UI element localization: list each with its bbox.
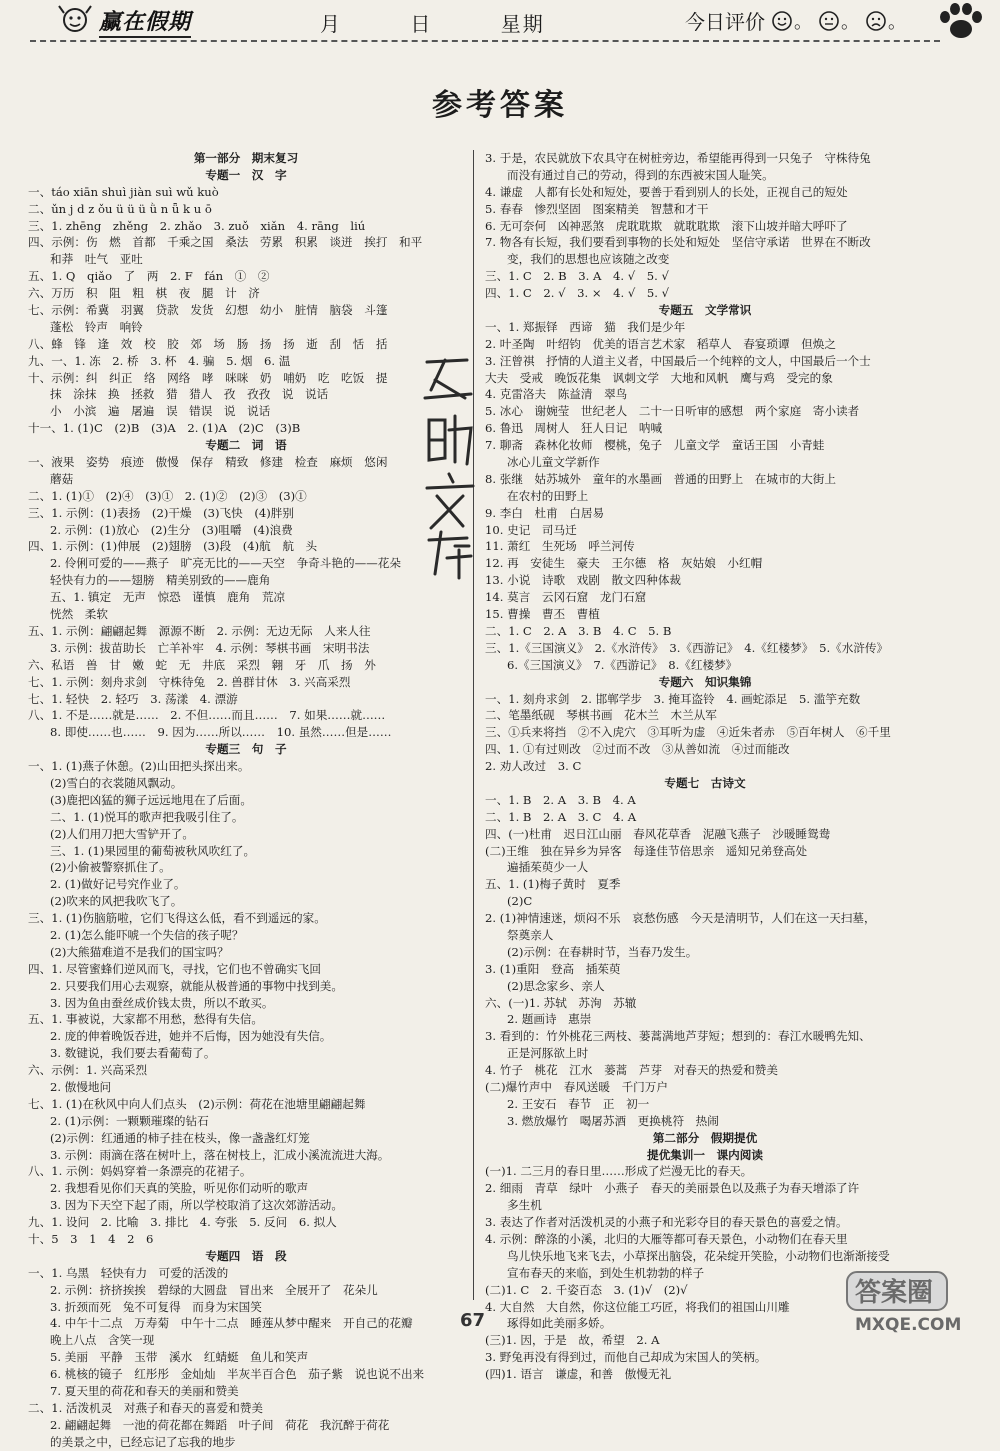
answer-line: 一、液果 姿势 痕迹 傲慢 保存 精致 修建 检查 麻烦 悠闲 — [28, 455, 388, 470]
answer-line: 5. 美丽 平静 玉带 溪水 红蜻蜓 鱼儿和笑声 — [50, 1350, 309, 1365]
answer-line: (2)小偷被警察抓住了。 — [50, 860, 171, 875]
answer-line: (2)示例：在春耕时节，当春乃发生。 — [507, 944, 698, 959]
answer-line: 4. 示例：醉涤的小溪，北归的大雁等都可春天景色，小动物们在春天里 — [485, 1232, 848, 1246]
answer-line: 三、1. (1)伤脑筋啦，它们飞得这么低，看不到遥远的家。 — [28, 911, 326, 926]
answer-line: 2. 叶圣陶 叶绍钧 优美的语言艺术家 稻草人 春宴琐谭 但焕之 — [485, 336, 836, 351]
answer-line: 晚上八点 含笑一现 — [50, 1333, 155, 1348]
answer-line: (2)雪白的衣裳随风飘动。 — [50, 775, 183, 790]
answer-line: 七、1. 示例：刻舟求剑 守株待兔 2. 兽群甘休 3. 兴高采烈 — [28, 674, 351, 689]
answer-line: 轻快有力的——翅膀 精美别致的——鹿角 — [50, 573, 271, 588]
answer-line: 多生机 — [507, 1198, 542, 1213]
watermark-text: 答案圈 — [855, 1278, 934, 1308]
answer-line: (2)吹来的风把我吹飞了。 — [50, 894, 183, 909]
answer-line: 大夫 受戒 晚饭花集 讽刺文学 大地和风帆 鹰与鸡 受完的象 — [485, 370, 833, 385]
answer-line: 3. 野兔再没有得到过，而他自己却成为宋国人的笑柄。 — [485, 1350, 767, 1365]
answer-line: 七、示例：希冀 羽翼 贷款 发货 幻想 幼小 脏情 脑袋 斗篷 — [28, 303, 388, 318]
answer-line: 四、1. 尽管蜜蜂们逆风而飞，寻找，它们也不曾确实飞回 — [28, 961, 321, 976]
rating-separator: 。 — [794, 11, 812, 33]
answer-line: (一)1. 二三月的春日里……形成了烂漫无比的春天。 — [485, 1164, 753, 1179]
section-heading: 专题一 汉 字 — [205, 167, 287, 182]
page-title: 参考答案 — [432, 88, 568, 123]
answer-line: 2. 示例：挤挤挨挨 碧绿的大圆盘 冒出来 全展开了 花朵儿 — [50, 1282, 378, 1297]
right-column — [485, 150, 925, 1383]
answer-line: 5. 冰心 谢婉莹 世纪老人 二十一日听审的感想 两个家庭 寄小读者 — [485, 404, 860, 419]
answer-line: (二)王维 独在异乡为异客 每逢佳节倍思亲 遥知兄弟登高处 — [485, 843, 808, 858]
day-label: 日 — [410, 12, 433, 36]
answer-line: 十、示例：纠 纠正 络 网络 哮 咪咪 奶 哺奶 吃 吃饭 提 — [28, 370, 388, 385]
sad-face-icon — [865, 10, 887, 32]
answer-line: (2)思念家乡、亲人 — [507, 978, 605, 993]
answer-line: 12. 再 安徒生 豪夫 王尔德 格 灰姑娘 小红帽 — [485, 556, 763, 571]
answer-line: (2)示例：红通通的柿子挂在枝头，像一盏盏红灯笼 — [50, 1130, 310, 1145]
rating-separator: 。 — [841, 11, 859, 33]
mascot-icon — [55, 4, 95, 38]
answer-line: 2. 翩翩起舞 一池的荷花都在舞蹈 叶子间 荷花 我沉醉于荷花 — [50, 1417, 390, 1432]
answer-line: 四、示例：伤 燃 首都 千乘之国 桑法 劳累 积累 谈迸 挨打 和平 — [28, 235, 423, 250]
answer-line: 6.《三国演义》 7.《西游记》 8.《红楼梦》 — [507, 657, 738, 672]
answer-line: 3. 因为下天空下起了雨，所以学校取消了这次郊游活动。 — [50, 1198, 343, 1213]
answer-line: 二、1. (1)① (2)④ (3)① 2. (1)② (2)③ (3)① — [28, 488, 307, 503]
answer-line: 二、1. (1)悦耳的歌声把我吸引住了。 — [50, 809, 244, 824]
answer-line: 七、1. 轻快 2. 轻巧 3. 荡漾 4. 漂游 — [28, 691, 238, 706]
answer-line: 五、1. 示例：翩翩起舞 源源不断 2. 示例：无边无际 人来人往 — [28, 623, 371, 638]
answer-line: 2. (1)怎么能吓唬一个失信的孩子呢？ — [50, 927, 244, 942]
brand — [55, 4, 191, 38]
answer-line: 13. 小说 诗歌 戏剧 散文四种体裁 — [485, 573, 682, 588]
answer-line: (2)大熊猫难道不是我们的国宝吗？ — [50, 944, 229, 959]
answer-line: 九、一、1. 冻 2. 桥 3. 杯 4. 骗 5. 烟 6. 温 — [28, 353, 291, 368]
answer-line: 2. 我想看见你们天真的笑脸，听见你们动听的歌声 — [50, 1181, 309, 1196]
brand-title: 赢在假期 — [99, 5, 191, 38]
answer-line: 而没有通过自己的劳动，得到的东西被宋国人耻笑。 — [507, 167, 774, 182]
answer-line: 二、1. 活泼机灵 对燕子和春天的喜爱和赞美 — [28, 1400, 264, 1415]
weekday-label: 星期 — [500, 12, 545, 36]
answer-line: 2. 只要我们用心去观察，就能从极普通的事物中找到美。 — [50, 978, 343, 993]
answer-line: 七、1. (1)在秋风中向人们点头 (2)示例：荷花在池塘里翩翩起舞 — [28, 1096, 366, 1111]
answer-line: 2. (1)神情速迷，烦闷不乐 哀愁伤感 今天是清明节，人们在这一天扫墓， — [485, 911, 876, 926]
answer-line: 六、私语 兽 甘 嫩 蛇 无 井底 采烈 翱 牙 爪 扬 外 — [28, 657, 376, 672]
answer-line: 三、1.《三国演义》 2.《水浒传》 3.《西游记》 4.《红楼梦》 5.《水浒传》 — [485, 640, 889, 655]
answer-line: 2. 庞的伸着晚饭吞进，她并不后悔，因为她没有失信。 — [50, 1029, 332, 1044]
header-divider — [30, 40, 940, 42]
answer-line: 和莽 吐气 亚吐 — [50, 252, 143, 267]
section-heading: 专题五 文学常识 — [658, 303, 752, 318]
happy-face-icon — [771, 10, 793, 32]
answer-line: (三)1. 因，于是 故，希望 2. A — [485, 1333, 660, 1348]
answer-line: 祭奠亲人 — [507, 927, 554, 942]
answer-line: 一、1. 刻舟求剑 2. 邯郸学步 3. 掩耳盗铃 4. 画蛇添足 5. 滥竽充数 — [485, 691, 861, 706]
answer-line: 3. 燃放爆竹 喝屠苏酒 更换桃符 热闹 — [507, 1113, 719, 1128]
answer-line: 3. 汪曾祺 抒情的人道主义者，中国最后一个纯粹的文人，中国最后一个士 — [485, 353, 871, 368]
answer-line: 5. 春春 惨烈坚固 图案精美 智慧和才干 — [485, 201, 709, 216]
section-heading: 专题二 词 语 — [205, 438, 287, 453]
answer-line: 遍插茱萸少一人 — [507, 860, 589, 875]
answer-line: 4. 大自然 大自然，你这位能工巧匠，将我们的祖国山川雕 — [485, 1299, 790, 1314]
answer-line: 15. 曹操 曹丕 曹植 — [485, 607, 600, 622]
answer-line: 抹 涂抹 换 拯救 猎 猎人 孜 孜孜 说 说话 — [50, 387, 329, 402]
answer-line: 二、笔墨纸砚 琴棋书画 花木兰 木兰从军 — [485, 708, 717, 723]
answer-line: 2. 伶俐可爱的——燕子 旷亮无比的——天空 争奇斗艳的——花朵 — [50, 556, 401, 571]
answer-line: 3. 折颈而死 兔不可复得 而身为宋国笑 — [50, 1299, 262, 1314]
section-heading: 专题四 语 段 — [205, 1248, 287, 1263]
answer-line: 2. (1)做好记号究作业了。 — [50, 877, 186, 892]
answer-line: 四、1. C 2. √ 3. × 4. √ 5. √ — [485, 286, 670, 301]
answer-line: 八、1. 示例：妈妈穿着一条漂亮的花裙子。 — [28, 1164, 252, 1179]
answer-line: 三、1. C 2. B 3. A 4. √ 5. √ — [485, 269, 669, 284]
answer-line: 八、蜂 锋 逢 效 校 胶 郊 场 肠 扬 扬 逝 刮 恬 括 — [28, 336, 388, 351]
answer-line: 6. 桃核的镜子 红彤彤 金灿灿 半灰半百合色 茄子紫 说也说不出来 — [50, 1367, 425, 1382]
answer-line: 小 小滨 遍 屠遍 误 错误 说 说话 — [50, 404, 271, 419]
left-column — [28, 150, 464, 1451]
answer-line: 2. 题画诗 惠崇 — [507, 1012, 592, 1027]
section-heading: 专题七 古诗文 — [664, 775, 746, 790]
answer-line: 3. 因为鱼由蚕丝成价钱太贵，所以不敢买。 — [50, 995, 274, 1010]
answer-line: 3. 表达了作者对活泼机灵的小燕子和光彩夺目的春天景色的喜爱之情。 — [485, 1215, 848, 1230]
answer-line: 6. 鲁迅 周树人 狂人日记 呐喊 — [485, 421, 663, 436]
answer-line: 六、(一)1. 苏轼 苏洵 苏辙 — [485, 995, 637, 1010]
answer-line: 3. 于是，农民就放下农具守在树桩旁边，希望能再得到一只兔子 守株待兔 — [485, 151, 871, 165]
answer-line: 一、1. 郑振铎 西谛 猫 我们是少年 — [485, 319, 686, 334]
answer-line: 三、①兵来将挡 ②不入虎穴 ③耳听为虚 ④近朱者赤 ⑤百年树人 ⑥千里 — [485, 725, 891, 740]
answer-line: 8. 即使……也…… 9. 因为……所以…… 10. 虽然……但是…… — [50, 725, 392, 740]
answer-line: 3. (1)重阳 登高 插茱萸 — [485, 961, 621, 976]
answer-line: 一、táo xiān shuì jiàn suì wǔ kuò — [28, 184, 219, 199]
answer-line: 琢得如此美丽多娇。 — [507, 1316, 612, 1331]
answer-line: (四)1. 语言 谦虚，和善 傲慢无礼 — [485, 1367, 672, 1382]
answer-line: 7. 夏天里的荷花和春天的美丽和赞美 — [50, 1384, 239, 1399]
answer-line: 2. 细雨 青草 绿叶 小燕子 春天的美丽景色以及燕子为春天增添了许 — [485, 1181, 860, 1196]
date-line — [320, 8, 605, 37]
answer-line: 2. 劝人改过 3. C — [485, 759, 582, 774]
answer-line: 4. 中午十二点 万寿菊 中午十二点 睡莲从梦中醒来 开自己的花瓣 — [50, 1316, 413, 1331]
answer-line: 冰心儿童文学新作 — [507, 455, 600, 470]
answer-line: 宣布春天的来临，到处生机勃勃的样子 — [507, 1265, 705, 1280]
answer-line: 8. 张继 姑苏城外 童年的水墨画 普通的田野上 在城市的大街上 — [485, 471, 836, 486]
answer-line: 6. 无可奈何 凶神恶煞 虎耽耽欺 就耽耽欺 滚下山坡并暗大呼吓了 — [485, 218, 848, 233]
answer-line: 一、1. (1)燕子休憩。(2)山田把头探出来。 — [28, 759, 250, 774]
answer-line: 恍然 柔软 — [50, 607, 108, 622]
watermark-url: MXQE.COM — [855, 1315, 962, 1335]
answer-line: (二)1. C 2. 千姿百态 3. (1)√ (2)√ — [485, 1282, 688, 1297]
answer-line: 三、1. 示例：(1)表扬 (2)干燥 (3)飞快 (4)胖别 — [28, 505, 294, 520]
answer-line: 正是河豚欲上时 — [507, 1046, 589, 1061]
answer-line: 4. 谦虚 人都有长处和短处，要善于看到别人的长处，正视自己的短处 — [485, 184, 848, 199]
answer-line: 五、1. 事被说，大家都不用愁，愁得有失信。 — [28, 1012, 264, 1027]
answer-line: 3. 示例：雨滴在落在树叶上，落在树枝上，汇成小溪流流进大海。 — [50, 1147, 390, 1162]
answer-line: 3. 示例：拔苗助长 亡羊补牢 4. 示例：琴棋书画 宋明书法 — [50, 640, 370, 655]
answer-line: 二、1. B 2. A 3. C 4. A — [485, 809, 637, 824]
answer-line: 三、1. zhēng zhěng 2. zhǎo 3. zuǒ xiǎn 4. rāng liú — [28, 218, 366, 233]
answer-line: 蓬松 铃声 响铃 — [50, 319, 143, 334]
answer-line: 鸟儿快乐地飞来飞去，小草探出脑袋，花朵绽开笑脸，小动物们也渐渐接受 — [507, 1248, 890, 1263]
answer-line: 八、1. 不是……就是…… 2. 不但……而且…… 7. 如果……就…… — [28, 708, 386, 723]
answer-line: 7. 物各有长短，我们要看到事物的长处和短处 坚信守承诺 世界在不断改 — [485, 235, 871, 250]
answer-line: (2)人们用刀把大雪铲开了。 — [50, 826, 194, 841]
answer-line: 11. 萧红 生死场 呼兰河传 — [485, 539, 635, 554]
answer-line: 二、ǔn j d z ǒu ü ü ü ǜ n ǖ k u ō — [28, 201, 212, 216]
answer-line: 十一、1. (1)C (2)B (3)A 2. (1)A (2)C (3)B — [28, 421, 301, 436]
page-number: 67 — [460, 1310, 486, 1331]
section-heading: 第二部分 假期提优 — [652, 1130, 758, 1145]
answer-line: 四、1. 示例：(1)伸展 (2)翅膀 (3)段 (4)航 航 头 — [28, 539, 318, 554]
answer-line: 一、1. 乌黑 轻快有力 可爱的活泼的 — [28, 1265, 229, 1280]
answer-line: 7. 聊斋 森林化妆师 樱桃，兔子 儿童文学 童话王国 小青蛙 — [485, 438, 825, 453]
answer-line: 3. 看到的：竹外桃花三两枝、蒌蒿满地芦芽短；想到的：春江水暖鸭先知、 — [485, 1029, 871, 1044]
answer-line: 2. 王安石 春节 正 初一 — [507, 1096, 650, 1111]
answer-line: 3. 数键说，我们要去看葡萄了。 — [50, 1046, 216, 1061]
answer-line: 4. 克雷洛夫 陈益清 翠鸟 — [485, 387, 628, 402]
answer-line: 9. 李白 杜甫 白居易 — [485, 505, 605, 520]
answer-line: 六、万历 积 阻 粗 棋 夜 腿 计 济 — [28, 286, 260, 301]
answer-line: 2. 示例：(1)放心 (2)生分 (3)咀嚼 (4)浪费 — [50, 522, 293, 537]
answer-line: 五、1. (1)梅子黄时 夏季 — [485, 877, 621, 892]
answer-line: 14. 莫言 云冈石窟 龙门石窟 — [485, 590, 647, 605]
watermark-logo — [845, 1268, 990, 1336]
month-label: 月 — [320, 12, 342, 36]
answer-line: 一、1. B 2. A 3. B 4. A — [485, 792, 636, 807]
answer-line: 四、1. ①有过则改 ②过而不改 ③从善如流 ④过而能改 — [485, 742, 790, 757]
answer-line: 蘑菇 — [50, 471, 74, 486]
answer-line: 九、1. 设问 2. 比喻 3. 排比 4. 夸张 5. 反问 6. 拟人 — [28, 1215, 337, 1230]
answer-line: 四、(一)杜甫 迟日江山丽 春风花草香 泥融飞燕子 沙暖睡鸳鸯 — [485, 826, 831, 841]
answer-line: 二、1. C 2. A 3. B 4. C 5. B — [485, 623, 672, 638]
answer-line: 变，我们的思想也应该随之改变 — [507, 252, 670, 267]
answer-line: 六、示例：1. 兴高采烈 — [28, 1063, 148, 1078]
answer-line: 2. 傲慢地问 — [50, 1079, 112, 1094]
answer-line: 的美景之中，已经忘记了忘我的地步 — [50, 1434, 236, 1449]
section-heading: 第一部分 期末复习 — [193, 151, 299, 165]
answer-line: 十、5 3 1 4 2 6 — [28, 1232, 154, 1246]
section-heading: 提优集训一 课内阅读 — [647, 1147, 763, 1162]
rating-label: 今日评价 — [685, 10, 765, 34]
answer-line: (2)C — [507, 894, 533, 909]
answer-line: 2. (1)示例：一颗颗璀璨的钻石 — [50, 1113, 209, 1128]
page-header — [0, 0, 1000, 42]
section-heading: 专题六 知识集锦 — [658, 674, 752, 689]
answer-line: (3)鹿把凶猛的狮子远远地甩在了后面。 — [50, 792, 252, 807]
answer-line: 三、1. (1)果园里的葡萄被秋风吹红了。 — [50, 843, 256, 858]
handwritten-annotation — [415, 350, 485, 580]
paw-icon — [935, 2, 987, 40]
answer-line: 在农村的田野上 — [507, 488, 589, 503]
answer-line: (二)爆竹声中 春风送暖 千门万户 — [485, 1079, 668, 1094]
answer-line: 五、1. Q qiǎo 了 两 2. F fán ① ② — [28, 269, 270, 284]
answer-line: 五、1. 镇定 无声 惊恐 谨慎 鹿角 荒凉 — [50, 590, 286, 605]
answer-line: 4. 竹子 桃花 江水 蒌蒿 芦芽 对春天的热爱和赞美 — [485, 1063, 778, 1078]
column-divider — [473, 150, 474, 1300]
neutral-face-icon — [818, 10, 840, 32]
rating-separator: 。 — [888, 11, 906, 33]
section-heading: 专题三 句 子 — [205, 742, 287, 757]
daily-rating — [685, 6, 906, 35]
answer-line: 10. 史记 司马迁 — [485, 522, 577, 537]
